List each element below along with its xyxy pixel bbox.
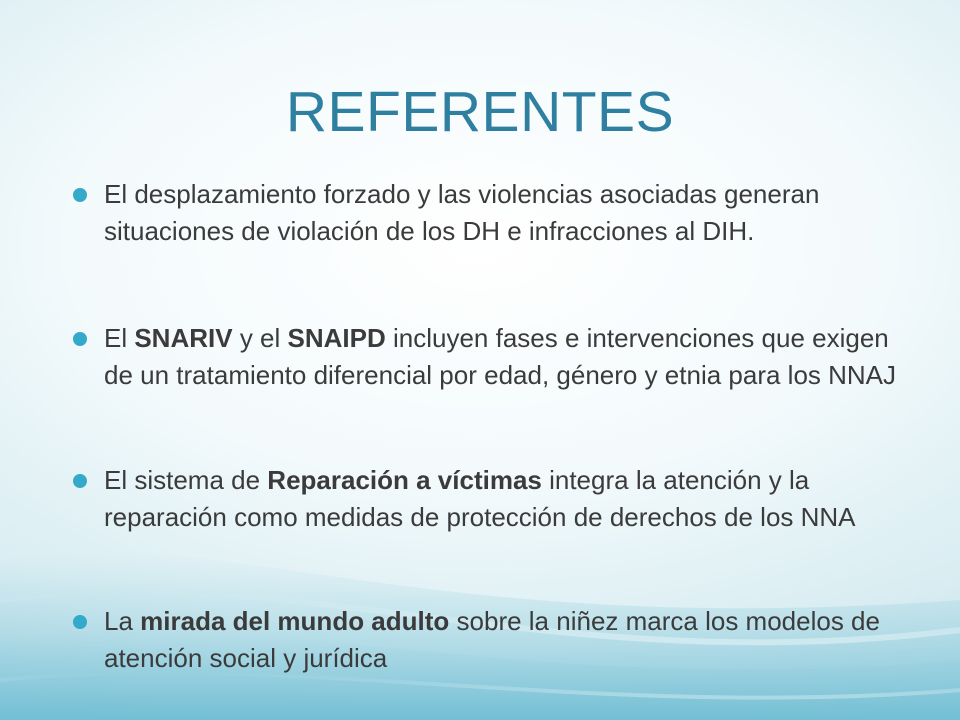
bullet-text-segment: El (104, 323, 135, 353)
bullet-text-segment: La (104, 606, 141, 636)
bullet-text-segment: El sistema de (104, 465, 268, 495)
bullet-dot-icon (73, 332, 87, 346)
bullet-item (104, 176, 904, 250)
slide-title: REFERENTES (285, 80, 675, 144)
bullet-item (104, 603, 904, 677)
bullet-text-segment: integra la atención y la reparación como medidas de protección de derechos de los NNA (104, 465, 856, 532)
bullet-text: El desplazamiento forzado y las violencias asociadas generan situaciones de violación de los DH e infracciones al DIH. (104, 179, 820, 246)
bullet-dot-icon (73, 474, 87, 488)
bullet-text-segment: incluyen fases e intervenciones que exigen de un tratamiento diferencial por edad, género y etnia para los NNAJ (104, 323, 897, 390)
bullet-text-bold: SNARIV (134, 323, 233, 353)
bullet-dot-icon (73, 188, 87, 202)
bullet-text-bold: mirada del mundo adulto (140, 606, 450, 636)
bullet-item (104, 462, 904, 536)
bullet-text-bold: SNAIPD (287, 323, 386, 353)
bullet-text-segment: y el (232, 323, 288, 353)
bullet-text-segment: sobre la niñez marca los modelos de atención social y jurídica (104, 606, 880, 673)
bullet-dot-icon (73, 615, 87, 629)
bullet-item (104, 320, 904, 394)
bullet-text-bold: Reparación a víctimas (267, 465, 542, 495)
